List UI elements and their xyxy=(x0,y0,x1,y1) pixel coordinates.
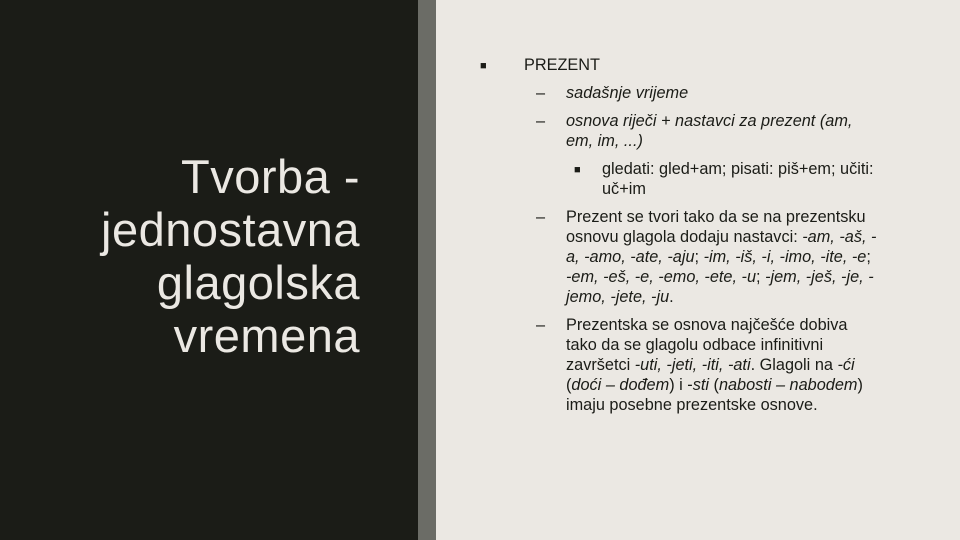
title-line: jednostavna xyxy=(101,203,360,257)
sub-bullet-item xyxy=(480,159,880,199)
period: . xyxy=(669,288,674,306)
separator: ; xyxy=(756,268,766,286)
item-text xyxy=(566,208,876,306)
panel-divider xyxy=(418,0,436,540)
separator: ; xyxy=(866,248,871,266)
bullet-item xyxy=(480,315,880,415)
item-text-part: Prezent se tvori tako da se na prezentsku osnovu glagola dodaju nastavci: xyxy=(566,208,866,246)
heading-text: PREZENT xyxy=(524,56,600,74)
endings-a: -am, -aš, -a, -amo, -ate, -aju xyxy=(566,228,877,266)
item-text: osnova riječi + nastavci za prezent (am, em, im, ...) xyxy=(566,112,853,150)
item-text-part: Prezentska se osnova najčešće dobiva tako da se glagolu odbace infinitivni završetci xyxy=(566,316,848,374)
item-text: gledati: gled+am; pisati: piš+em; učiti: uč+im xyxy=(602,160,874,198)
item-text-part: ) i - xyxy=(669,376,693,394)
infinitive-endings: -uti, -jeti, -iti, -ati xyxy=(634,356,751,374)
title-line: glagolska xyxy=(156,256,360,310)
bullet-item xyxy=(480,83,880,103)
bullet-item xyxy=(480,207,880,307)
dash-bullet-icon: – xyxy=(536,208,546,226)
square-bullet-icon: ■ xyxy=(480,60,487,72)
bullet-prezent xyxy=(480,55,880,75)
endings-e: -em, -eš, -e, -emo, -ete, -u xyxy=(566,268,756,286)
example: nabosti – nabodem xyxy=(718,376,858,394)
slide-title xyxy=(20,150,360,362)
example: -ći xyxy=(837,356,855,374)
separator: ; xyxy=(694,248,704,266)
endings-je: -jem, -ješ, -je, -jemo, -jete, -ju xyxy=(566,268,874,306)
dash-bullet-icon: – xyxy=(536,84,546,102)
item-text xyxy=(566,316,863,414)
item-text-part: ( xyxy=(708,376,719,394)
item-text-part: ( xyxy=(566,376,572,394)
example: doći – dođem xyxy=(571,376,670,394)
example: sti xyxy=(692,376,709,394)
item-text-part: ) imaju posebne prezentske osnove. xyxy=(566,376,863,414)
square-bullet-icon: ■ xyxy=(574,164,581,176)
dash-bullet-icon: – xyxy=(536,112,546,130)
slide-content xyxy=(480,55,880,423)
title-line: vremena xyxy=(173,309,360,363)
title-line: Tvorba - xyxy=(181,150,360,203)
dash-bullet-icon: – xyxy=(536,316,546,334)
item-text-part: . Glagoli na xyxy=(750,356,838,374)
bullet-item xyxy=(480,111,880,151)
item-text: sadašnje vrijeme xyxy=(566,84,689,102)
endings-i: -im, -iš, -i, -imo, -ite, -e xyxy=(703,248,867,266)
